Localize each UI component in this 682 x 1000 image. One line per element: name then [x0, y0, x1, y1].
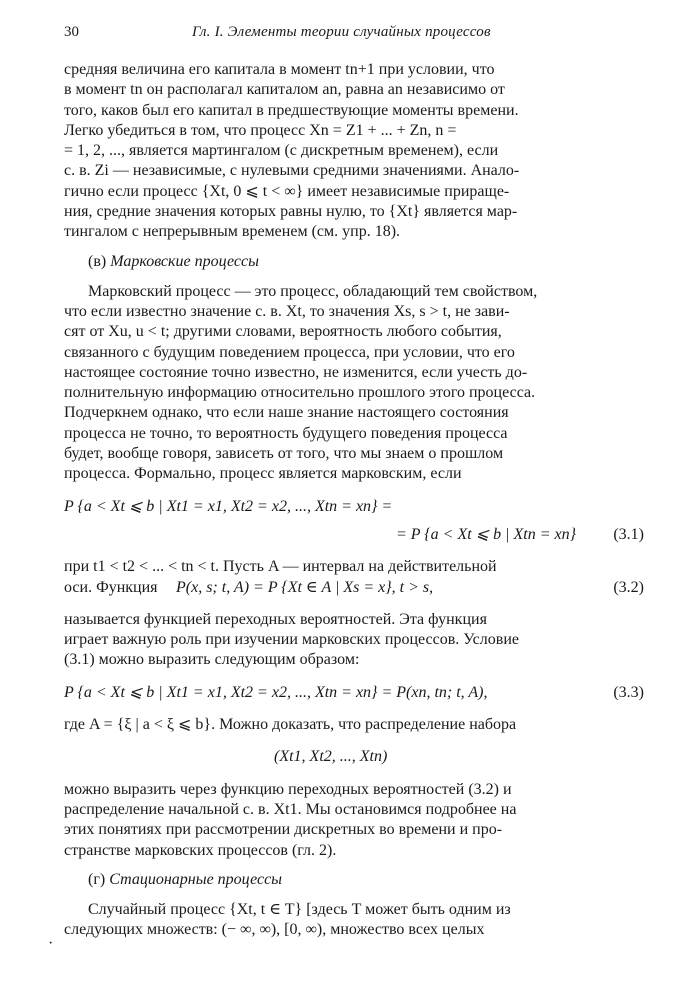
text-line: странстве марковских процессов (гл. 2). — [64, 841, 337, 859]
equation-line — [64, 525, 644, 545]
text-line: (3.1) можно выразить следующим образом: — [64, 651, 360, 669]
chapter-title: Гл. I. Элементы теории случайных процессов — [192, 24, 491, 40]
equation-number: (3.3) — [613, 683, 644, 701]
section-title: Марковские процессы — [110, 252, 259, 270]
text-line: что если известно значение с. в. Xt, то значения Xs, s > t, не зави- — [64, 302, 510, 320]
text-line: следующих множеств: (− ∞, ∞), [0, ∞), множество всех целых — [64, 921, 485, 939]
text-line: Легко убедиться в том, что процесс Xn = Z1 + ... + Zn, n = — [64, 121, 457, 139]
text-line: в момент tn он располагал капиталом an, равна an независимо от — [64, 81, 505, 99]
tuple-display — [64, 747, 644, 767]
paragraph-stationary — [64, 900, 644, 941]
section-title: Стационарные процессы — [109, 870, 283, 888]
running-head — [64, 24, 644, 48]
text-line: связанного с будущим поведением процесса, при условии, что его — [64, 343, 515, 361]
section-label: (в) — [88, 252, 107, 270]
text-line: того, каков был его капитал в предшествующие моменты времени. — [64, 101, 519, 119]
text-line: оси. Функция — [64, 578, 158, 596]
paragraph-martingale — [64, 60, 644, 243]
page-number: 30 — [64, 24, 79, 40]
body-text — [64, 60, 644, 940]
text-line: этих понятиях при рассмотрении дискретных во времени и про- — [64, 821, 503, 839]
equation-3-2 — [64, 578, 644, 598]
equation-number: (3.2) — [613, 578, 644, 596]
text-line: при t1 < t2 < ... < tn < t. Пусть A — интервал на действительной — [64, 558, 497, 576]
text-line: будет, вообще говоря, зависеть от того, что мы знаем о прошлом — [64, 445, 504, 463]
text-line: процесса. Формально, процесс является марковским, если — [64, 465, 462, 483]
text-line: Подчеркнем однако, что если наше знание настоящего состояния — [64, 404, 509, 422]
text-line: можно выразить через функцию переходных вероятностей (3.2) и — [64, 780, 512, 798]
margin-mark: · — [48, 935, 54, 952]
text-line: гично если процесс {Xt, 0 ⩽ t < ∞} имеет независимые прираще- — [64, 182, 510, 200]
text-line: процесса не точно, то вероятность будущего поведения процесса — [64, 424, 508, 442]
equation-expression: P {a < Xt ⩽ b | Xt1 = x1, Xt2 = x2, ..., Xtn = xn} = P(xn, tn; t, A), — [64, 683, 488, 701]
text-line: полнительную информацию относительно прошлого этого процесса. — [64, 384, 536, 402]
equation-line — [64, 497, 644, 517]
equation-expression: P(x, s; t, A) = P {Xt ∈ A | Xs = x}, t > s, — [176, 578, 434, 596]
text-line: ния, средние значения которых равны нулю, то {Xt} является мар- — [64, 203, 518, 221]
text-line: тингалом с непрерывным временем (см. упр. 18). — [64, 223, 401, 241]
text-line: где A = {ξ | a < ξ ⩽ b}. Можно доказать, что распределение набора — [64, 716, 517, 734]
text-line: = 1, 2, ..., является мартингалом (с дискретным временем), если — [64, 142, 499, 160]
equation-expression: = P {a < Xt ⩽ b | Xtn = xn} — [395, 525, 576, 543]
text-line: распределение начальной с. в. Xt1. Мы остановимся подробнее на — [64, 800, 517, 818]
text-line: Марковский процесс — это процесс, обладающий тем свойством, — [88, 282, 538, 300]
equation-expression: (Xt1, Xt2, ..., Xtn) — [274, 748, 388, 766]
text-line: с. в. Zi — независимые, с нулевыми средними значениями. Анало- — [64, 162, 520, 180]
equation-expression: P {a < Xt ⩽ b | Xt1 = x1, Xt2 = x2, ..., Xtn = xn} = — [64, 497, 393, 515]
section-heading-stationary — [88, 870, 644, 890]
section-heading-markov — [88, 252, 644, 272]
text-line: играет важную роль при изучении марковских процессов. Условие — [64, 631, 519, 649]
text-line: называется функцией переходных вероятностей. Эта функция — [64, 610, 487, 628]
text-line: сят от Xu, u < t; другими словами, вероятность любого события, — [64, 323, 502, 341]
paragraph-initial-distribution — [64, 780, 644, 861]
equation-3-3 — [64, 683, 644, 703]
section-label: (г) — [88, 870, 106, 888]
equation-3-1 — [64, 497, 644, 546]
paragraph-markov-definition — [64, 282, 644, 485]
text-line: Случайный процесс {Xt, t ∈ T} [здесь T может быть одним из — [88, 900, 511, 918]
paragraph-transition-function — [64, 610, 644, 671]
text-line: настоящее состояние точно известно, не изменится, если учесть до- — [64, 363, 528, 381]
text-line: средняя величина его капитала в момент tn+1 при условии, что — [64, 61, 495, 78]
equation-number: (3.1) — [613, 525, 644, 543]
